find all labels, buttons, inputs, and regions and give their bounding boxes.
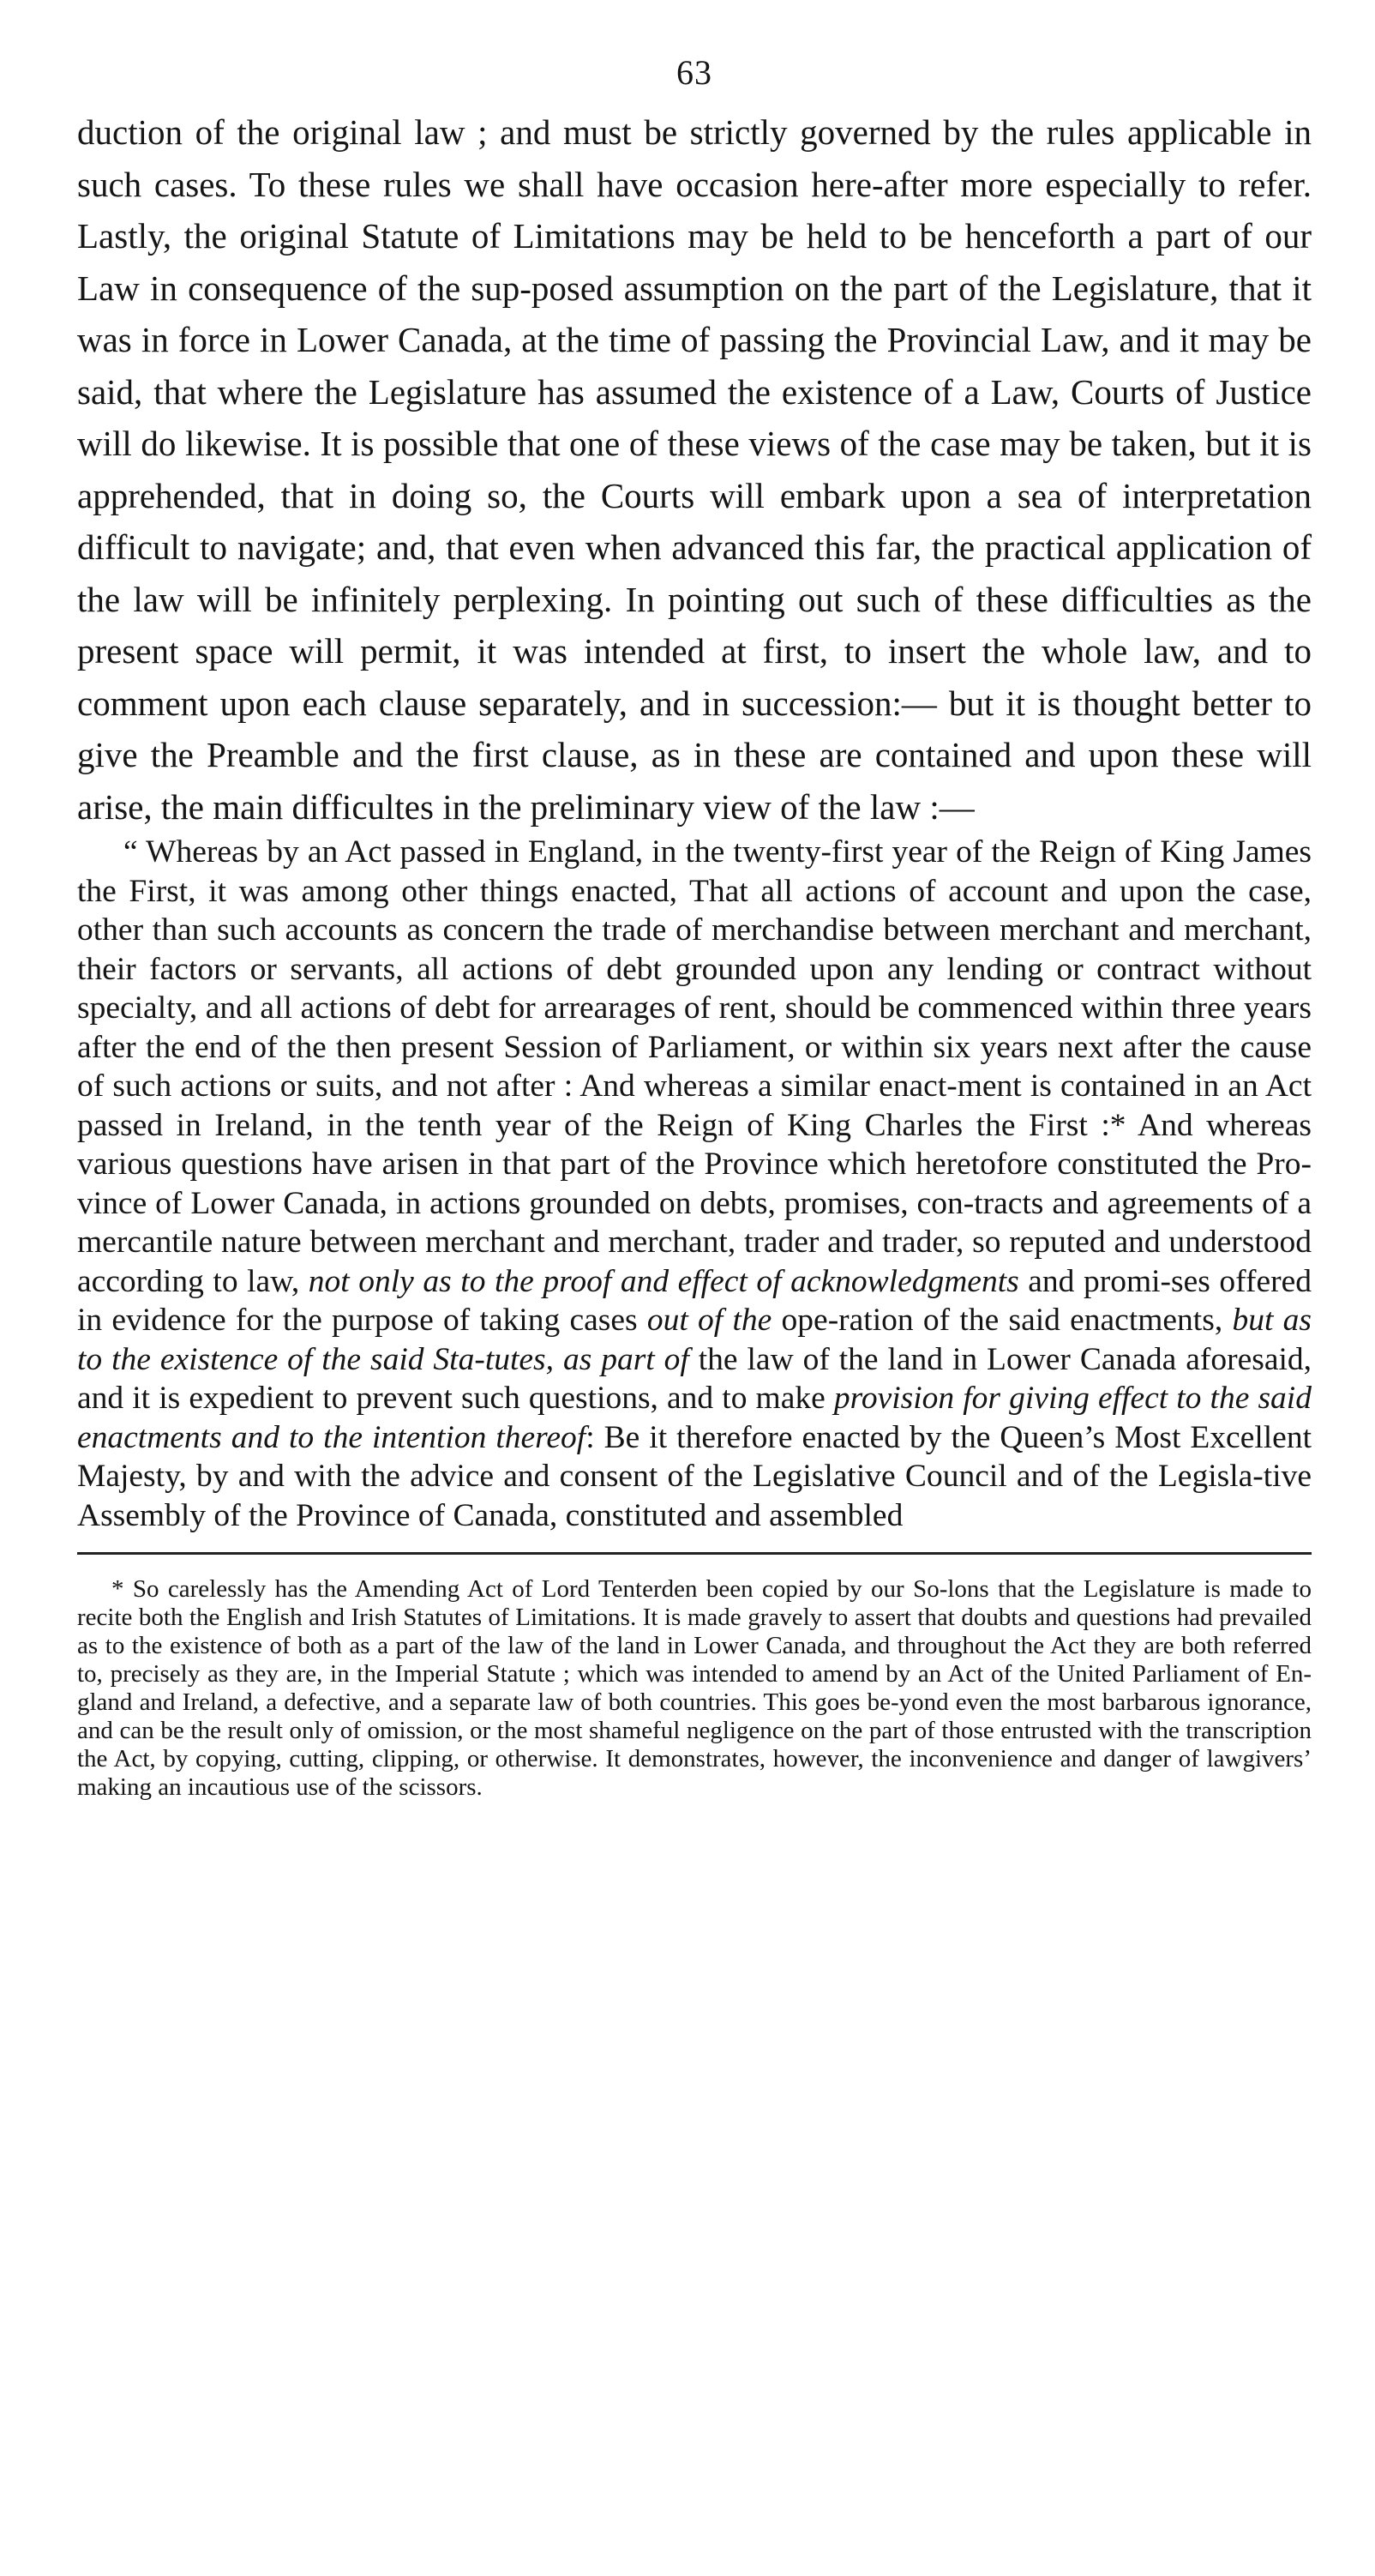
- quote-text: the law of the land in Lower Canada aforesaid, and it is expedient to prevent such questions, and to make: [77, 1341, 1312, 1416]
- footnote-divider: [77, 1552, 1312, 1555]
- main-text: [77, 106, 1312, 833]
- quote-text: ope-ration of the said enactments,: [781, 1303, 1223, 1338]
- quote-text: “ Whereas by an Act passed in England, in the twenty-first year of the Reign of King James the First, it was among other things enacted, That all actions of account and upon the case, other than such accounts as concern the trade of merchandise between merchant and merchant, their factors or servants, all actions of debt grounded upon any lending or contract without specialty, and all actions of debt for arrearages of rent, should be commenced within three years after the end of the then present Session of Parliament, or within six years next after the cause of such actions or suits, and not after : And whereas a similar enact-ment is contained in an Act passed in Ireland, in the tenth year of the Reign of King Charles the First :* And whereas various questions have arisen in that part of the Province which heretofore constituted the Pro-vince of Lower Canada, in actions grounded on debts, promises, con-tracts and agreements of a mercantile nature between merchant and merchant, trader and trader, so reputed and understood according to law,: [77, 834, 1312, 1299]
- quote-paragraph: [77, 833, 1312, 1535]
- quote-emphasis: but as to the existence of the said Sta-tutes, as part of: [77, 1303, 1312, 1377]
- quote-text: and promi-ses offered in evidence for the purpose of taking cases: [77, 1263, 1312, 1338]
- quote-emphasis: provision for giving effect to the said enactments and to the intention thereof: [77, 1381, 1312, 1455]
- quoted-statute-preamble: [77, 833, 1312, 1535]
- quote-text: : Be it therefore enacted by the Queen’s Most Excellent Majesty, by and with the advice and consent of the Legislative Council and of the Legisla-tive Assembly of the Province of Canada, constituted and assembled: [77, 1419, 1312, 1533]
- body-paragraph: duction of the original law ; and must be strictly governed by the rules applicable in such cases. To these rules we shall have occasion here-after more especially to refer. Lastly, the original Statute of Limitations may be held to be henceforth a part of our Law in consequence of the sup-posed assumption on the part of the Legislature, that it was in force in Lower Canada, at the time of passing the Provincial Law, and it may be said, that where the Legislature has assumed the existence of a Law, Courts of Justice will do likewise. It is possible that one of these views of the case may be taken, but it is apprehended, that in doing so, the Courts will embark upon a sea of interpretation difficult to navigate; and, that even when advanced this far, the practical application of the law will be infinitely perplexing. In pointing out such of these difficulties as the present space will permit, it was intended at first, to insert the whole law, and to comment upon each clause separately, and in succession:— but it is thought better to give the Preamble and the first clause, as in these are contained and upon these will arise, the main difficultes in the preliminary view of the law :—: [77, 112, 1312, 827]
- page-number: 63: [676, 53, 712, 92]
- quote-emphasis: not only as to the proof and effect of acknowledgments: [308, 1263, 1019, 1299]
- quote-emphasis: out of the: [646, 1303, 772, 1338]
- book-page: [77, 51, 1312, 1802]
- footnote-text: * So carelessly has the Amending Act of Lord Tenterden been copied by our So-lons that the Legislature is made to recite both the English and Irish Statutes of Limitations. It is made gravely to assert that doubts and questions had prevailed as to the existence of both as a part of the law of the land in Lower Canada, and throughout the Act they are both referred to, precisely as they are, in the Imperial Statute ; which was intended to amend by an Act of the United Parliament of En-gland and Ireland, a defective, and a separate law of both countries. This goes be-yond even the most barbarous ignorance, and can be the result only of omission, or the most shameful negligence on the part of those entrusted with the transcription the Act, by copying, cutting, clipping, or otherwise. It demonstrates, however, the inconvenience and danger of lawgivers’ making an incautious use of the scissors.: [77, 1575, 1312, 1801]
- footnote: [77, 1575, 1312, 1802]
